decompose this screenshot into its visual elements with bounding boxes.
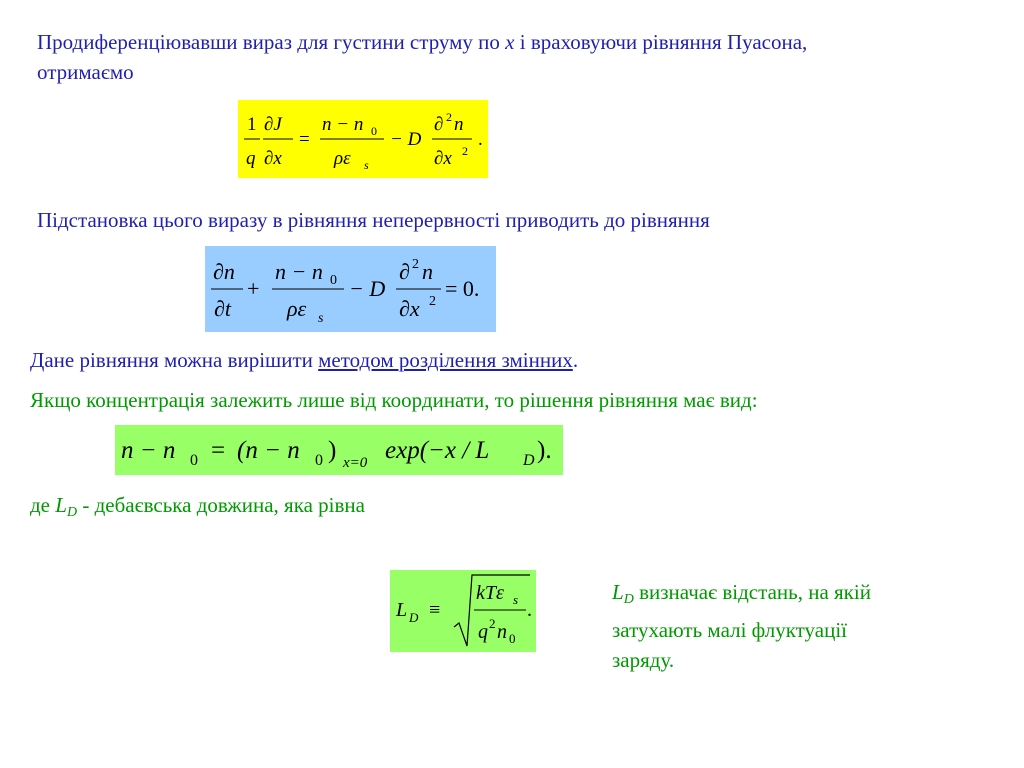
eq1-two-b: 2 <box>462 144 468 158</box>
eq4-zero: 0 <box>509 631 516 646</box>
eq4-L: L <box>396 599 408 621</box>
eq1-partial: ∂ <box>434 114 444 135</box>
debye-def-before: де <box>30 493 56 517</box>
eq2-two-b: 2 <box>429 294 436 309</box>
separation-text <box>30 345 578 375</box>
debye-def-symbol: L <box>55 493 67 517</box>
eq3-condition: x=0 <box>343 455 368 471</box>
eq3-lhs: n − n <box>121 437 176 464</box>
intro-paragraph <box>37 27 997 87</box>
eq1-n: n <box>454 114 464 135</box>
debye-def-subscript: D <box>66 505 78 520</box>
equation-debye-length <box>390 570 536 652</box>
eq1-equals: = <box>299 129 310 150</box>
debye-note-line2: затухають малі флуктуації <box>612 618 847 642</box>
eq2-two: 2 <box>412 257 419 272</box>
eq1-period: . <box>478 129 483 150</box>
debye-note <box>612 577 972 675</box>
eq4-equiv: ≡ <box>429 599 441 621</box>
eq1-two: 2 <box>446 110 452 124</box>
eq2-dn: ∂n <box>213 259 235 284</box>
eq3-zero2: 0 <box>315 452 323 469</box>
eq1-one: 1 <box>247 114 257 135</box>
eq4-n: n <box>497 621 507 643</box>
eq2-s: s <box>318 311 324 326</box>
debye-note-line3: заряду. <box>612 648 675 672</box>
equation-current-derivative <box>238 100 488 178</box>
eq1-numerator: n − n <box>322 114 364 135</box>
eq3-background <box>115 425 563 475</box>
eq2-denominator: ρε <box>287 296 307 321</box>
eq1-zero: 0 <box>371 124 377 138</box>
eq2-numerator: n − n <box>275 259 323 284</box>
eq3-zero: 0 <box>190 452 198 469</box>
eq1-minus-D: − D <box>390 129 422 150</box>
solution-text: Якщо концентрація залежить лише від координати, то рішення рівняння має вид: <box>30 388 758 412</box>
eq2-zero: 0 <box>330 273 337 288</box>
debye-note-line1: визначає відстань, на якій <box>633 580 871 604</box>
intro-variable: x <box>505 30 515 54</box>
eq1-denominator: ρε <box>334 148 351 169</box>
eq3-equals: = <box>211 437 226 464</box>
intro-text-before: Продиференціювавши вираз для густини струму по <box>37 30 506 54</box>
separation-text-before: Дане рівняння можна вирішити <box>30 348 319 372</box>
debye-note-subscript: D <box>623 592 634 607</box>
eq1-s: s <box>364 158 369 172</box>
intro-text-line2: отримаємо <box>37 60 134 84</box>
eq1-dx2: ∂x <box>434 148 452 169</box>
equation-continuity <box>205 246 496 332</box>
separation-text-after: . <box>572 348 579 372</box>
eq2-plus: + <box>247 276 260 301</box>
eq4-two: 2 <box>489 616 496 631</box>
eq3-end: ). <box>537 437 552 464</box>
eq4-D: D <box>409 610 419 625</box>
eq4-period: . <box>527 599 532 621</box>
eq3-D: D <box>523 452 535 469</box>
eq3-exp: exp(−x / L <box>385 437 490 464</box>
separation-method-link[interactable]: методом розділення змінних <box>318 348 573 372</box>
eq4-numerator: kTε <box>476 582 504 604</box>
intro-text-after: і враховуючи рівняння Пуасона, <box>514 30 808 54</box>
eq4-q: q <box>478 621 488 643</box>
equation-solution <box>115 425 563 475</box>
debye-definition-text <box>30 490 365 528</box>
eq4-s: s <box>513 592 519 607</box>
eq2-n: n <box>422 259 433 284</box>
eq3-paren: (n − n <box>237 437 300 464</box>
eq1-dJ: ∂J <box>264 114 282 135</box>
eq2-partial: ∂ <box>399 259 410 284</box>
eq2-minus-D: − D <box>349 276 386 301</box>
eq2-dt: ∂t <box>214 296 231 321</box>
eq2-rhs: = 0. <box>445 276 480 301</box>
eq3-close: ) <box>328 437 337 464</box>
eq1-dx: ∂x <box>264 148 282 169</box>
debye-def-after: - дебаєвська довжина, яка рівна <box>77 493 365 517</box>
eq2-dx2: ∂x <box>399 296 420 321</box>
substitution-text: Підстановка цього виразу в рівняння неперервності приводить до рівняння <box>37 208 710 232</box>
eq1-q: q <box>246 148 256 169</box>
debye-note-symbol: L <box>612 580 624 604</box>
